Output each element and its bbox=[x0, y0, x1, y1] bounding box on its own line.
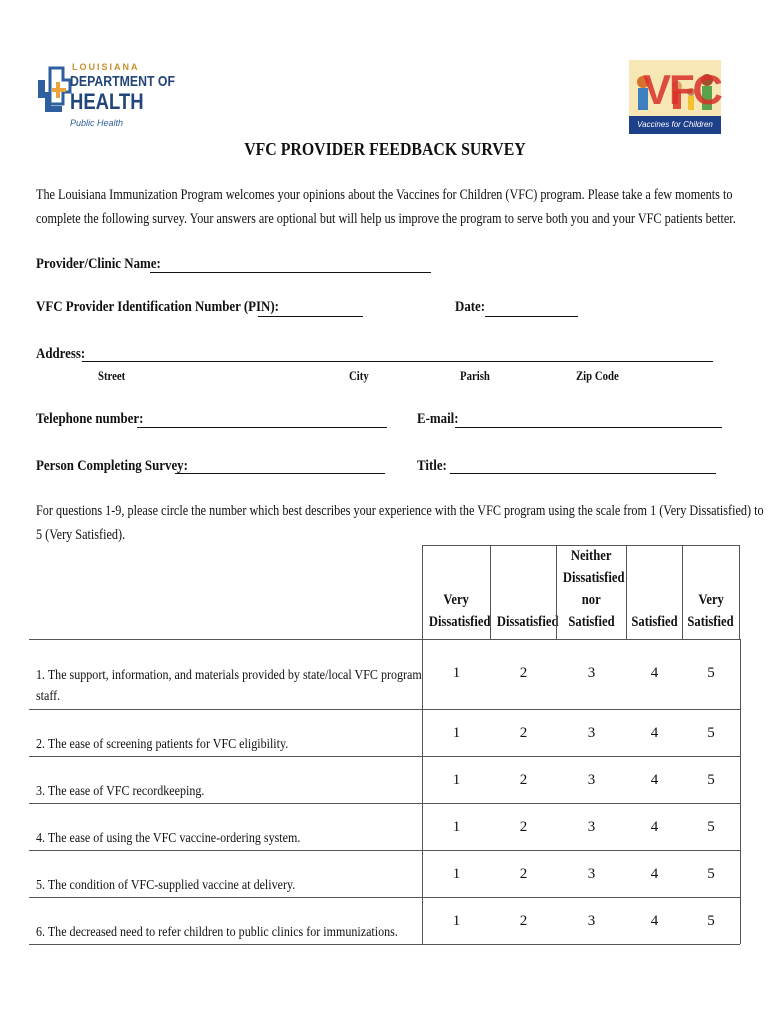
question-2: 2. The ease of screening patients for VFC eligibility. bbox=[36, 737, 289, 752]
header-very-dissatisfied bbox=[422, 545, 491, 640]
row-divider bbox=[29, 709, 740, 710]
rating-5[interactable]: 5 bbox=[707, 819, 715, 835]
header-label: Satisfied bbox=[631, 614, 678, 630]
rating-4[interactable]: 4 bbox=[650, 772, 659, 788]
rating-2[interactable]: 2 bbox=[519, 772, 528, 788]
instructions-line-2: 5 (Very Satisfied). bbox=[36, 527, 126, 543]
logo-health: HEALTH bbox=[70, 89, 144, 114]
rating-2[interactable]: 2 bbox=[519, 913, 528, 929]
question-3: 3. The ease of VFC recordkeeping. bbox=[36, 784, 205, 799]
provider-name-field[interactable] bbox=[150, 272, 431, 273]
address-label: Address: bbox=[36, 346, 86, 362]
rating-2[interactable]: 2 bbox=[519, 819, 528, 835]
header-label: Very Satisfied bbox=[687, 592, 735, 630]
rating-5[interactable]: 5 bbox=[707, 665, 715, 681]
rating-1[interactable]: 1 bbox=[452, 725, 461, 741]
header-label: Dissatisfied bbox=[496, 614, 559, 630]
vfc-letters: VFC bbox=[643, 66, 721, 113]
rating-2[interactable]: 2 bbox=[519, 866, 528, 882]
row-divider bbox=[29, 897, 740, 898]
rating-5[interactable]: 5 bbox=[707, 913, 715, 929]
col-divider bbox=[740, 639, 741, 944]
pin-field[interactable] bbox=[258, 316, 363, 317]
row-divider bbox=[29, 944, 740, 945]
rating-5[interactable]: 5 bbox=[707, 772, 715, 788]
header-label: Neither Dissatisfied nor Satisfied bbox=[562, 548, 625, 630]
rating-3[interactable]: 3 bbox=[587, 866, 596, 882]
row-divider bbox=[29, 756, 740, 757]
title-field[interactable] bbox=[450, 473, 716, 474]
rating-5[interactable]: 5 bbox=[707, 866, 715, 882]
city-sublabel: City bbox=[349, 369, 369, 383]
row-divider bbox=[29, 850, 740, 851]
row-divider bbox=[29, 639, 740, 640]
question-6: 6. The decreased need to refer children to public clinics for immunizations. bbox=[36, 925, 398, 940]
rating-3[interactable]: 3 bbox=[587, 772, 596, 788]
logo-dept: DEPARTMENT OF bbox=[70, 73, 176, 90]
cross-icon bbox=[36, 66, 72, 118]
rating-4[interactable]: 4 bbox=[650, 725, 659, 741]
email-label: E-mail: bbox=[417, 411, 459, 427]
street-sublabel: Street bbox=[98, 369, 126, 383]
pin-label: VFC Provider Identification Number (PIN): bbox=[36, 299, 279, 315]
ldh-logo bbox=[36, 62, 176, 134]
vfc-tagline: Vaccines for Children bbox=[637, 120, 713, 129]
instructions-line-1: For questions 1-9, please circle the number which best describes your experience with the VFC program using the scale from 1 (Very Dissatisfied) to bbox=[36, 503, 764, 519]
question-1: 1. The support, information, and materials provided by state/local VFC program staff. bbox=[36, 668, 422, 704]
person-field[interactable] bbox=[175, 473, 385, 474]
intro-line-1: The Louisiana Immunization Program welcomes your opinions about the Vaccines for Children (VFC) program. Please take a few moments to bbox=[36, 187, 733, 203]
title-label: Title: bbox=[417, 458, 447, 474]
provider-name-label: Provider/Clinic Name: bbox=[36, 256, 161, 272]
row-divider bbox=[29, 803, 740, 804]
survey-body bbox=[29, 639, 740, 945]
question-5: 5. The condition of VFC-supplied vaccine at delivery. bbox=[36, 878, 296, 893]
rating-1[interactable]: 1 bbox=[452, 772, 461, 788]
rating-3[interactable]: 3 bbox=[587, 665, 596, 681]
rating-1[interactable]: 1 bbox=[452, 913, 461, 929]
rating-2[interactable]: 2 bbox=[519, 725, 528, 741]
zip-sublabel: Zip Code bbox=[576, 369, 619, 383]
rating-5[interactable]: 5 bbox=[707, 725, 715, 741]
address-field[interactable] bbox=[82, 361, 713, 362]
question-4: 4. The ease of using the VFC vaccine-ordering system. bbox=[36, 831, 301, 846]
header-dissatisfied bbox=[490, 545, 557, 640]
rating-3[interactable]: 3 bbox=[587, 725, 596, 741]
rating-4[interactable]: 4 bbox=[650, 819, 659, 835]
header-label: Very Dissatisfied bbox=[428, 592, 491, 630]
telephone-label: Telephone number: bbox=[36, 411, 144, 427]
rating-4[interactable]: 4 bbox=[650, 665, 659, 681]
rating-1[interactable]: 1 bbox=[452, 665, 461, 681]
logo-state: LOUISIANA bbox=[72, 62, 140, 72]
parish-sublabel: Parish bbox=[460, 369, 490, 383]
intro-line-2: complete the following survey. Your answers are optional but will help us improve the program to serve both you and your VFC patients better. bbox=[36, 211, 736, 227]
rating-1[interactable]: 1 bbox=[452, 819, 461, 835]
rating-1[interactable]: 1 bbox=[452, 866, 461, 882]
date-field[interactable] bbox=[485, 316, 578, 317]
logo-public-health: Public Health bbox=[70, 118, 124, 128]
rating-3[interactable]: 3 bbox=[587, 913, 596, 929]
email-field[interactable] bbox=[455, 427, 722, 428]
telephone-field[interactable] bbox=[137, 427, 387, 428]
rating-4[interactable]: 4 bbox=[650, 866, 659, 882]
header-satisfied bbox=[626, 545, 683, 640]
page-title: VFC PROVIDER FEEDBACK SURVEY bbox=[244, 139, 526, 159]
col-divider bbox=[422, 639, 423, 944]
date-label: Date: bbox=[455, 299, 486, 315]
vfc-logo bbox=[629, 60, 721, 134]
rating-2[interactable]: 2 bbox=[519, 665, 528, 681]
header-neutral bbox=[556, 545, 627, 640]
header-very-satisfied bbox=[682, 545, 740, 640]
person-label: Person Completing Survey: bbox=[36, 458, 188, 474]
rating-4[interactable]: 4 bbox=[650, 913, 659, 929]
rating-3[interactable]: 3 bbox=[587, 819, 596, 835]
